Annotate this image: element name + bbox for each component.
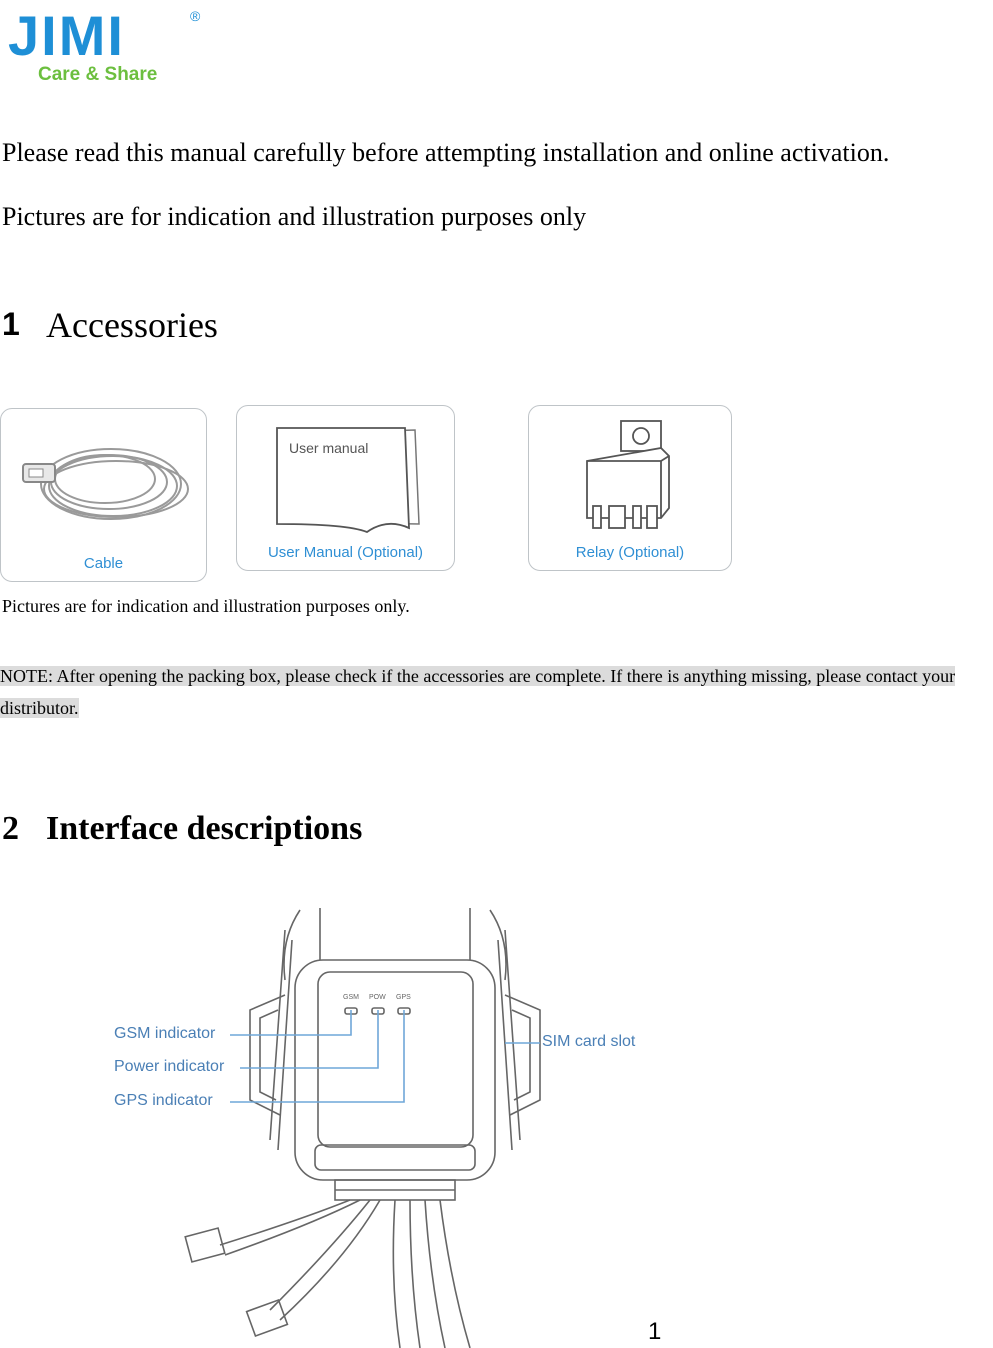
section-number: 1 [2, 306, 20, 342]
relay-icon [529, 406, 731, 541]
user-manual-icon [237, 406, 454, 541]
note-text: NOTE: After opening the packing box, please check if the accessories are complete. If there is anything missing, please contact your distributor. [0, 666, 956, 718]
accessory-card-user-manual [236, 405, 455, 571]
power-indicator-label: Power indicator [114, 1058, 225, 1075]
user-manual-cover-text: User manual [289, 440, 369, 456]
section-number: 2 [2, 810, 19, 847]
sim-card-slot-label: SIM card slot [542, 1033, 636, 1050]
gsm-indicator-label: GSM indicator [114, 1025, 216, 1042]
page-number: 1 [648, 1318, 662, 1345]
intro-read-manual: Please read this manual carefully before attempting installation and online activation. [2, 138, 890, 167]
led-label-pow: POW [369, 994, 386, 1001]
logo-wordmark: JIMI [8, 4, 125, 67]
gps-indicator-label: GPS indicator [114, 1092, 213, 1109]
device-interface-diagram [100, 900, 700, 1348]
led-label-gsm: GSM [343, 994, 359, 1001]
accessory-label-user-manual: User Manual (Optional) [267, 544, 424, 561]
accessory-card-cable [0, 408, 207, 582]
accessories-note [0, 660, 993, 724]
accessory-label-cable: Cable [83, 555, 124, 572]
accessory-label-relay: Relay (Optional) [575, 544, 685, 561]
section-title: Accessories [46, 305, 218, 345]
accessory-card-relay [528, 405, 732, 571]
section-title: Interface descriptions [46, 810, 363, 847]
registered-mark: ® [190, 8, 201, 24]
accessories-caption: Pictures are for indication and illustration purposes only. [2, 596, 410, 616]
intro-pictures-disclaimer: Pictures are for indication and illustration purposes only [2, 202, 587, 231]
led-label-gps: GPS [396, 994, 411, 1001]
logo-tagline: Care & Share [38, 64, 158, 85]
gps-tracker-device-illustration [100, 900, 700, 1348]
cable-icon [1, 409, 206, 549]
